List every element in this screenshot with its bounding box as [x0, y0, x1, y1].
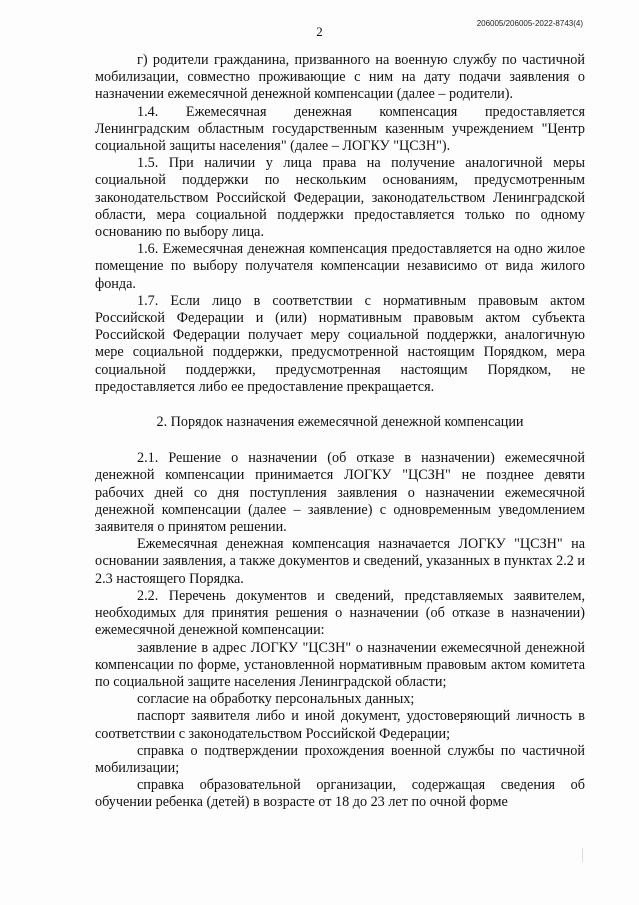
paragraph-2-2: 2.2. Перечень документов и сведений, представляемых заявителем, необходимых для принятия решения о назначении (об отказе в назначении) ежемесячной денежной компенсации:: [95, 587, 585, 639]
paragraph-1-3g: г) родители гражданина, призванного на военную службу по частичной мобилизации, совместно проживающие с ним на дату подачи заявления о назначении ежемесячной денежной компенсации (далее – родители).: [95, 52, 585, 103]
list-item-passport: паспорт заявителя либо и иной документ, удостоверяющий личность в соответствии с законодательством Российской Федерации;: [95, 708, 585, 742]
paragraph-1-4: 1.4. Ежемесячная денежная компенсация предоставляется Ленинградским областным государственным казенным учреждением "Центр социальной защиты населения" (далее – ЛОГКУ "ЦСЗН").: [95, 103, 585, 155]
scan-artifact-line: [582, 848, 583, 862]
paragraph-1-6: 1.6. Ежемесячная денежная компенсация предоставляется на одно жилое помещение по выбору получателя компенсации независимо от вида жилого фонда.: [95, 241, 585, 292]
paragraph-1-5: 1.5. При наличии у лица права на получение аналогичной меры социальной поддержки по нескольким основаниям, предусмотренным законодательством Российской Федерации, законодательством Ленинградской области, мера социальной поддержки предоставляется только по одному основанию по выбору лица.: [95, 155, 585, 241]
list-item-application: заявление в адрес ЛОГКУ "ЦСЗН" о назначении ежемесячной денежной компенсации по форме, установленной нормативным правовым актом комитета по социальной защите населения Ленинградской области;: [95, 639, 585, 690]
document-body: [95, 52, 585, 812]
paragraph-2-1: 2.1. Решение о назначении (об отказе в назначении) ежемесячной денежной компенсации принимается ЛОГКУ "ЦСЗН" не позднее девяти рабочих дней со дня поступления заявления о назначении ежемесячной денежной компенсации (далее – заявление) с одновременным уведомлением заявителя о принятом решении.: [95, 450, 585, 536]
list-item-education-certificate: справка образовательной организации, содержащая сведения об обучении ребенка (детей) в возрасте от 18 до 23 лет по очной форме: [95, 777, 585, 811]
paragraph-2-1-b: Ежемесячная денежная компенсация назначается ЛОГКУ "ЦСЗН" на основании заявления, а также документов и сведений, указанных в пунктах 2.2 и 2.3 настоящего Порядка.: [95, 536, 585, 587]
list-item-military-certificate: справка о подтверждении прохождения военной службы по частичной мобилизации;: [95, 742, 585, 776]
page-number: 2: [316, 24, 323, 39]
document-id: 206005/206005-2022-8743(4): [476, 19, 583, 28]
section-2-heading: 2. Порядок назначения ежемесячной денежной компенсации: [156, 414, 524, 431]
paragraph-1-7: 1.7. Если лицо в соответствии с нормативным правовым актом Российской Федерации и (или) нормативным правовым актом субъекта Российской Федерации получает меру социальной поддержки, аналогичную мере социальной поддержки, предусмотренной настоящим Порядком, мера социальной поддержки, предусмотренная настоящим Порядком, не предоставляется либо ее предоставление прекращается.: [95, 292, 585, 395]
list-item-consent: согласие на обработку персональных данных;: [137, 691, 415, 708]
